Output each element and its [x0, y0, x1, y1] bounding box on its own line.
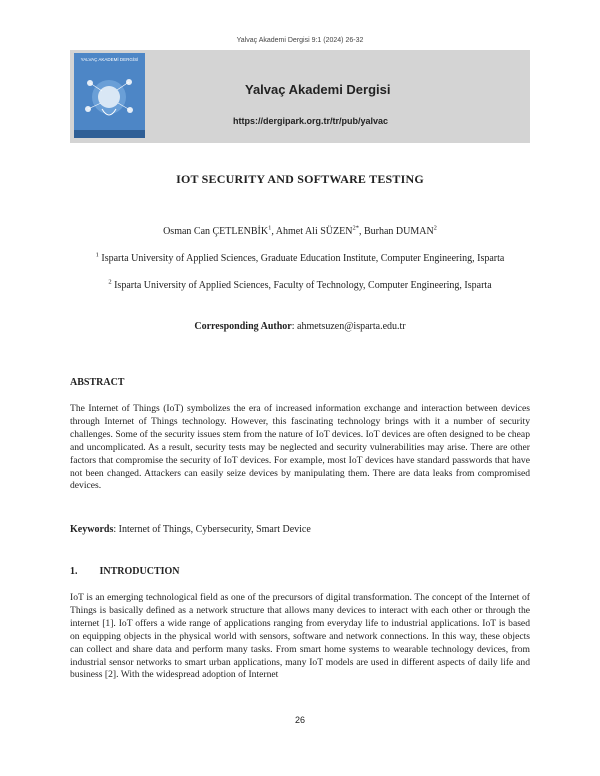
- section-number: 1.: [70, 566, 78, 577]
- author-name: Ahmet Ali SÜZEN: [275, 226, 353, 237]
- journal-banner: [70, 50, 530, 143]
- affiliation-text: Isparta University of Applied Sciences, Graduate Education Institute, Computer Engineering, Isparta: [101, 253, 505, 264]
- page-number: 26: [294, 715, 305, 725]
- journal-url[interactable]: https://dergipark.org.tr/tr/pub/yalvac: [233, 116, 389, 126]
- keywords-text: Internet of Things, Cybersecurity, Smart Device: [118, 524, 311, 535]
- author-affiliation-mark: 1: [268, 224, 272, 232]
- journal-name: Yalvaç Akademi Dergisi: [245, 82, 391, 97]
- cover-title: YALVAÇ AKADEMİ DERGİSİ: [80, 57, 139, 62]
- cover-bottom-band: [74, 130, 145, 138]
- introduction-heading: [70, 566, 180, 577]
- abstract-text: The Internet of Things (IoT) symbolizes the era of increased information exchange and interaction between devices through Internet of Things technology. However, this fascinating technology brings with it a number of security challenges. Some of the security issues stem from the nature of IoT devices. IoT devices are often designed to be cheap and uncomplicated. As a result, security tests may be neglected and security vulnerabilities may arise. There are other factors that compromise the security of IoT devices. For example, most IoT devices have standard passwords that have not been changed. Attackers can easily seize devices by manipulating them. There are data leaks from compromised devices.: [70, 403, 530, 492]
- section-title: INTRODUCTION: [99, 566, 180, 577]
- author-separator: ,: [271, 226, 276, 237]
- brain-network-icon: [82, 73, 137, 125]
- author-name: Burhan DUMAN: [363, 226, 434, 237]
- journal-cover-image: [74, 53, 145, 138]
- author-affiliation-mark: 2: [433, 224, 437, 232]
- affiliation-2: [70, 279, 530, 292]
- author-list: [0, 226, 600, 237]
- affiliation-mark: 2: [108, 278, 112, 286]
- introduction-text: IoT is an emerging technological field as one of the precursors of digital transformation. The concept of the Internet of Things is basically defined as a network structure that allows many devices to interact with each other or through the internet [1]. IoT offers a wide range of applications ranging from everyday life to industrial applications. IoT is based on equipping objects in the physical world with sensors, software and network connections. In this way, these objects can collect and share data and perform many tasks. From smart home systems to wearable technology devices, from industrial sensor networks to smart urban applications, many IoT models are used in different aspects of daily life and business [2]. With the widespread adoption of Internet: [70, 592, 530, 681]
- author-affiliation-mark: 2*: [352, 224, 359, 232]
- keywords: Keywords: Internet of Things, Cybersecurity, Smart Device: [70, 524, 311, 535]
- corresponding-label: Corresponding Author: [194, 321, 292, 332]
- affiliation-mark: 1: [95, 251, 99, 259]
- affiliation-1: [70, 252, 530, 265]
- corresponding-email[interactable]: ahmetsuzen@isparta.edu.tr: [297, 321, 406, 332]
- author-name: Osman Can ÇETLENBİK: [163, 226, 269, 237]
- author-separator: ,: [358, 226, 364, 237]
- corresponding-author: Corresponding Author: ahmetsuzen@isparta.edu.tr: [194, 321, 406, 332]
- abstract-heading: ABSTRACT: [70, 377, 125, 388]
- keywords-label: Keywords: [70, 524, 114, 535]
- running-head: Yalvaç Akademi Dergisi 9:1 (2024) 26-32: [236, 37, 364, 44]
- paper-title: IOT SECURITY AND SOFTWARE TESTING: [176, 172, 424, 186]
- affiliation-text: Isparta University of Applied Sciences, Faculty of Technology, Computer Engineering, Isparta: [114, 280, 492, 291]
